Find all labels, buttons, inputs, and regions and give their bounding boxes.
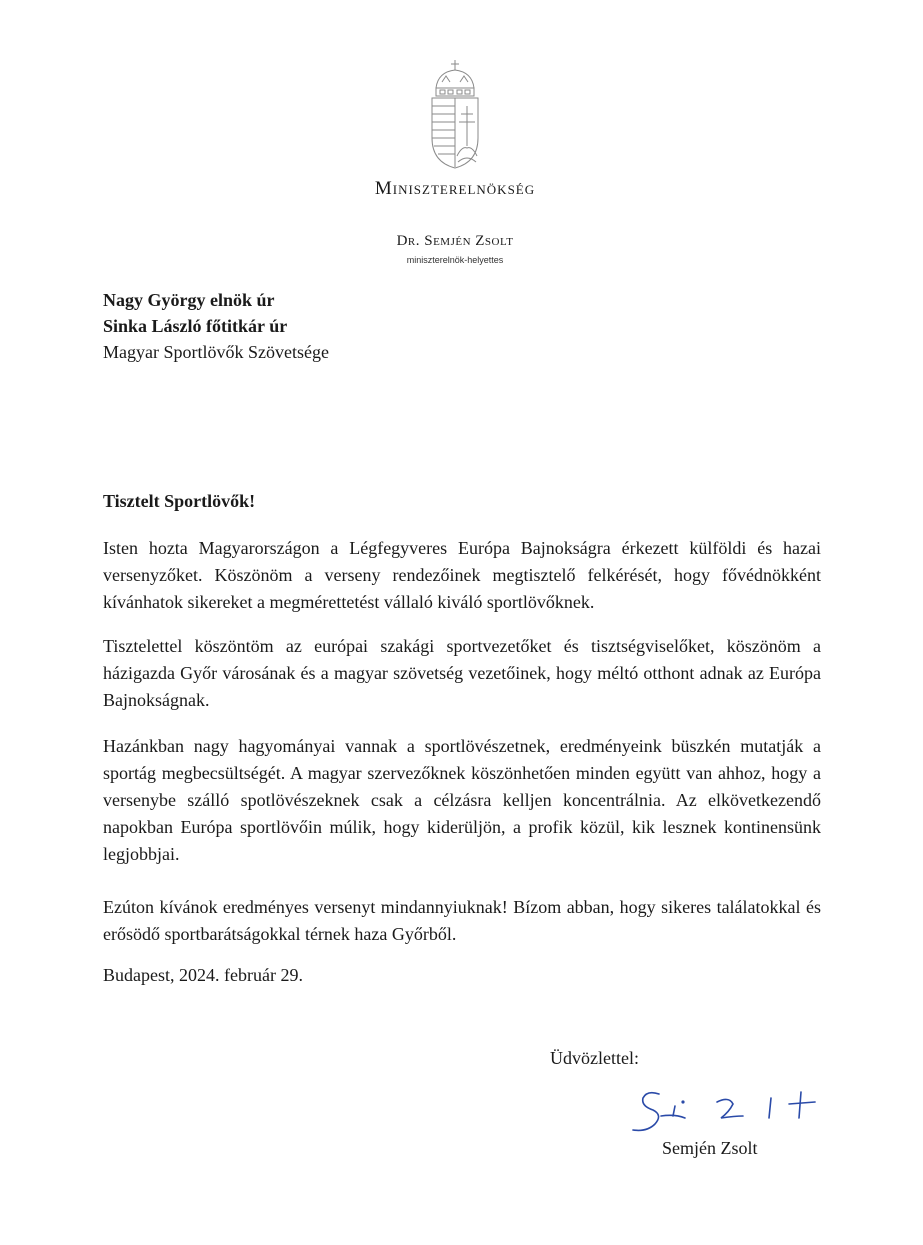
recipient-line-organization: Magyar Sportlövők Szövetsége [103,342,329,362]
signature-image [625,1088,830,1136]
body-paragraph: Ezúton kívánok eredményes versenyt mindannyiuknak! Bízom abban, hogy sikeres találatokkal és erősödő sportbarátságokkal térnek haza Győrből. [103,897,821,944]
date-line: Budapest, 2024. február 29. [103,965,303,985]
signer-name: Semjén Zsolt [662,1138,758,1158]
official-title: miniszterelnök-helyettes [406,255,504,265]
salutation: Tisztelt Sportlövők! [103,491,256,511]
closing-greeting: Üdvözlettel: [550,1048,639,1068]
body-paragraph: Tisztelettel köszöntöm az európai szakági sportvezetőket és tisztségviselőket, köszönöm a házigazda Győr városának és a magyar szövetség vezetőinek, hogy méltó otthont adnak az Európa Bajnokságnak. [103,636,821,710]
body-paragraph: Hazánkban nagy hagyományai vannak a sportlövészetnek, eredményeink büszkén mutatják a sportág megbecsültségét. A magyar szervezőknek köszönhetően minden együtt van ahhoz, hogy a versenybe szálló spotlövészeknek csak a célzásra kelljen koncentrálnia. Az elkövetkezendő napokban Európa sportlövőin múlik, hogy kiderüljön, a profik közül, kik lesznek kontinensünk legjobbjai. [103,736,821,864]
recipient-block [103,287,329,365]
official-name: Dr. Semjén Zsolt [396,233,514,249]
recipient-line-secretary: Sinka László főtitkár úr [103,316,288,336]
ministry-name: Miniszterelnökség [374,178,536,199]
coat-of-arms-icon [424,58,486,170]
recipient-line-president: Nagy György elnök úr [103,290,275,310]
body-paragraph: Isten hozta Magyarországon a Légfegyveres Európa Bajnokságra érkezett külföldi és hazai versenyzőket. Köszönöm a verseny rendezőinek megtisztelő felkérését, hogy fővédnökként kívánhatok sikereket a megmérettetést vállaló kiváló sportlövőknek. [103,538,821,612]
